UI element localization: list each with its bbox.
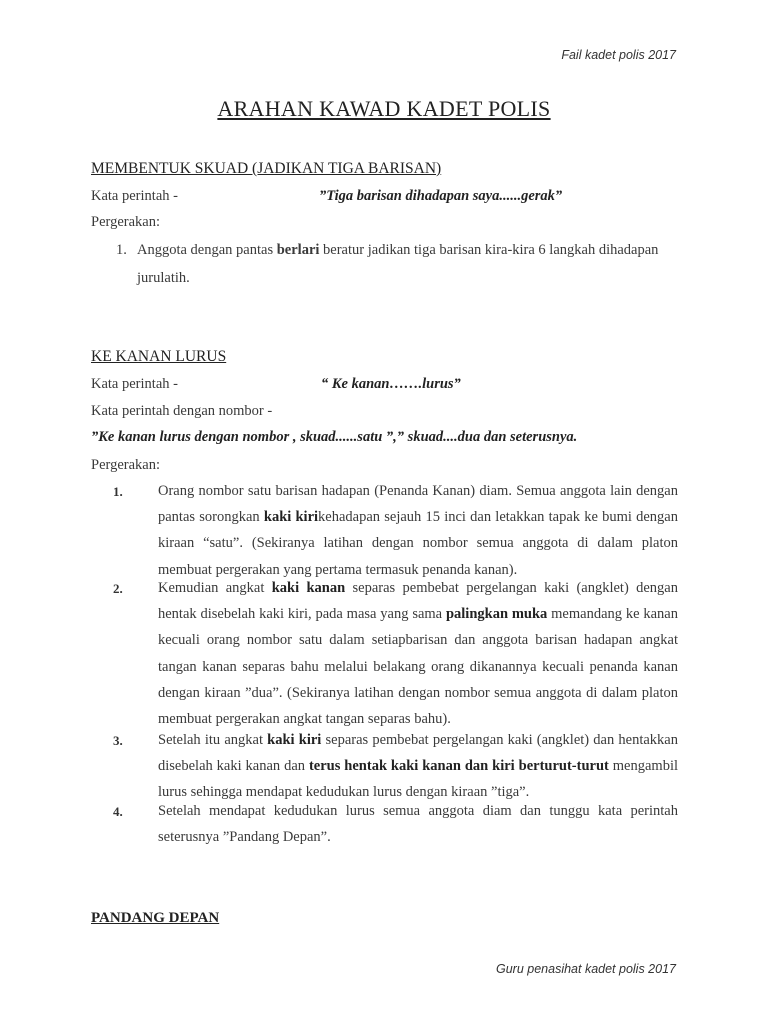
- section-heading-pandang-depan: PANDANG DEPAN: [91, 910, 220, 926]
- number-command-text: ”Ke kanan lurus dengan nombor , skuad......satu ”,” skuad....dua dan seterusnya.: [91, 429, 578, 445]
- movement-label: Pergerakan:: [91, 214, 160, 230]
- bold-term: kaki kanan: [271, 580, 346, 596]
- list-item-text: Orang nombor satu barisan hadapan (Penanda Kanan) diam. Semua anggota lain dengan pantas sorongkan kaki kirikehadapan sejauh 15 inci dan letakkan tapak ke bumi dengan kiraan “satu”. (Sekiranya latihan dengan nombor semua anggota di dalam platon membuat pergerakan yang pertama termasuk penanda kanan).: [158, 483, 678, 578]
- bold-term: berlari: [276, 242, 320, 258]
- document-title: ARAHAN KAWAD KADET POLIS: [217, 96, 551, 121]
- list-item-number: 1.: [116, 242, 127, 258]
- list-item-text: Setelah itu angkat kaki kiri separas pembebat pergelangan kaki (angklet) dan hentakkan disebelah kaki kanan dan terus hentak kaki kanan dan kiri berturut-turut mengambil lurus sehingga mendapat kedudukan lurus dengan kiraan ”tiga”.: [158, 732, 678, 801]
- bold-term: kaki kiri: [267, 732, 322, 748]
- command-text: ”Tiga barisan dihadapan saya......gerak”: [319, 188, 563, 204]
- list-item-text: Kemudian angkat kaki kanan separas pembebat pergelangan kaki (angklet) dengan hentak disebelah kaki kiri, pada masa yang sama palingkan muka memandang ke kanan kecuali orang nombor satu dalam setiapbarisan dan anggota barisan hadapan angkat tangan kanan separas bahu melalui belakang orang dikanannya kecuali penanda kanan dengan kiraan ”dua”. (Sekiranya latihan dengan nombor semua anggota di dalam platon membuat pergerakan angkat tangan separas bahu).: [158, 580, 678, 728]
- bold-term: palingkan muka: [445, 606, 548, 623]
- bold-term: kaki kiri: [263, 509, 319, 526]
- section-heading-ke-kanan-lurus: KE KANAN LURUS: [91, 348, 227, 365]
- list-item-text-continued: jurulatih.: [137, 270, 190, 286]
- command-label: Kata perintah -: [91, 188, 178, 204]
- bold-term: terus hentak kaki kanan dan kiri berturut-turut: [308, 758, 609, 775]
- number-command-label: Kata perintah dengan nombor -: [91, 403, 273, 419]
- movement-label: Pergerakan:: [91, 457, 160, 473]
- command-label: Kata perintah -: [91, 376, 178, 392]
- command-text: “ Ke kanan…….lurus”: [321, 376, 461, 392]
- list-item-text: Setelah mendapat kedudukan lurus semua anggota diam dan tunggu kata perintah seterusnya ”Pandang Depan”.: [158, 803, 678, 846]
- header-file-label: Fail kadet polis 2017: [561, 48, 676, 62]
- list-item-text: Anggota dengan pantas berlari beratur jadikan tiga barisan kira-kira 6 langkah dihadapan: [137, 242, 659, 258]
- list-item-number: 2.: [113, 581, 123, 596]
- list-item-number: 3.: [113, 733, 123, 748]
- footer-advisor-label: Guru penasihat kadet polis 2017: [496, 962, 676, 976]
- section-heading-membentuk-skuad: MEMBENTUK SKUAD (JADIKAN TIGA BARISAN): [91, 160, 442, 177]
- list-item-number: 1.: [113, 484, 123, 499]
- list-item-number: 4.: [113, 804, 123, 819]
